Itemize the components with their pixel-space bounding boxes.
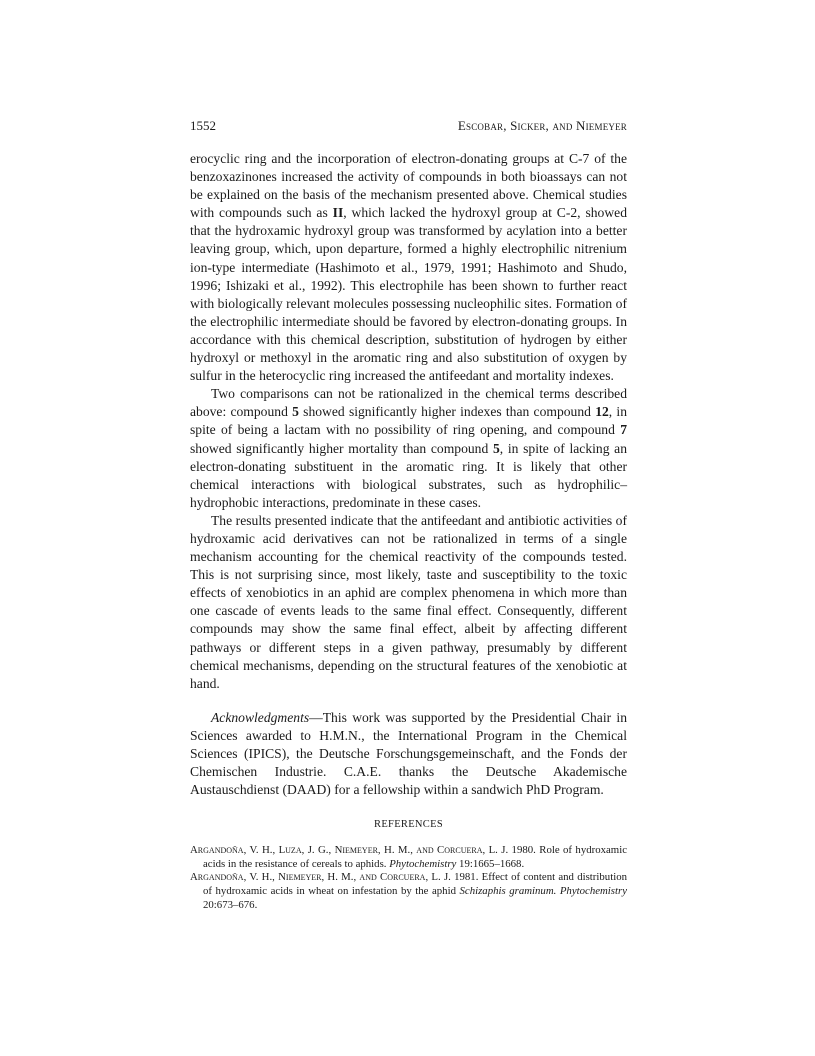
acknowledgments [190,709,627,799]
running-head [190,118,627,134]
page-number: 1552 [190,118,216,133]
p2-text-a: Two comparisons can not be rationalized in the chemical terms described above: compound [190,386,627,420]
reference-text: 1981. Effect of content and distribution of hydroxamic acids in wheat on infestation by the aphid [203,871,627,898]
running-head-authors: Escobar, Sicker, and Niemeyer [457,118,627,133]
p1-text-c: , which lacked the hydroxyl group at C-2, showed that the hydroxamic hydroxyl group was transformed by acylation into a better leaving group, which, upon departure, formed a highly electrophilic nitrenium ion-type intermediate (Hashimoto et al., 1979, 1991; Hashimoto and Shudo, 1996; Ishizaki et al., 1992). This electrophile has been shown to further react with biologically relevant molecules possessing nucleophilic sites. Formation of the electrophilic intermediate should be favored by electron-donating groups. In accordance with this chemical description, substitution of hydrogen by either hydroxyl or methoxyl in the aromatic ring and also substitution of oxygen by sulfur in the heterocyclic ring increased the antifeedant and mortality indexes. [190,205,627,384]
compound-ref: 7 [620,422,627,438]
body-text [190,150,627,799]
reference-tail: 20:673–676. [203,898,258,911]
reference-text: 1980. Role of hydroxamic acids in the resistance of cereals to aphids. [203,844,627,870]
p2-text-e: , in spite of being a lactam with no possibility of ring opening, and compound [190,404,628,438]
p2-text-g: showed significantly higher mortality than compound [190,440,493,456]
compound-ref: II [332,205,344,221]
paragraph-2 [190,385,627,512]
reference-item [190,844,627,871]
reference-item [190,871,627,912]
acknowledgments-label: Acknowledgments [211,709,310,725]
p2-text-c: showed significantly higher indexes than compound [298,404,596,420]
acknowledgments-text: —This work was supported by the Presidential Chair in Sciences awarded to H.M.N., the International Program in the Chemical Sciences (IPICS), the Deutsche Forschungsgemeinschaft, and the Fonds der Chemischen Industrie. C.A.E. thanks the Deutsche Akademische Austauschdienst (DAAD) for a fellowship within a sandwich PhD Program. [190,709,627,798]
reference-authors: Argandoña, V. H., Luza, J. G., Niemeyer, H. M., and Corcuera, L. J. [190,844,509,857]
reference-journal: Phytochemistry [389,857,457,870]
reference-journal: Schizaphis graminum. Phytochemistry [459,885,627,898]
reference-tail: 19:1665–1668. [456,857,525,870]
compound-ref: 5 [292,404,299,420]
paragraph-1 [190,150,627,385]
p1-text-a: erocyclic ring and the incorporation of electron-donating groups at C-7 of the benzoxazinones increased the activity of compounds in both bioassays can not be explained on the basis of the mechanism presented above. Chemical studies with compounds such as [190,151,627,221]
reference-authors: Argandoña, V. H., Niemeyer, H. M., and Corcuera, L. J. [190,871,451,884]
compound-ref: 5 [492,440,500,456]
page [190,118,627,912]
p2-text-i: , in spite of lacking an electron-donating substituent in the aromatic ring. It is likely that other chemical interactions with biological substrates, such as hydrophilic–hydrophobic interactions, predominate in these cases. [190,440,628,510]
paragraph-3: The results presented indicate that the antifeedant and antibiotic activities of hydroxamic acid derivatives can not be rationalized in terms of a single mechanism accounting for the chemical reactivity of the compounds tested. This is not surprising since, most likely, taste and susceptibility to the toxic effects of xenobiotics in an aphid are complex phenomena in which more than one cascade of events leads to the same final effect. Consequently, different compounds may show the same final effect, albeit by affecting different pathways or different steps in a given pathway, presumably by different chemical mechanisms, depending on the structural features of the xenobiotic at hand. [190,512,627,691]
references-title: REFERENCES [374,819,443,831]
compound-ref: 12 [595,404,609,420]
